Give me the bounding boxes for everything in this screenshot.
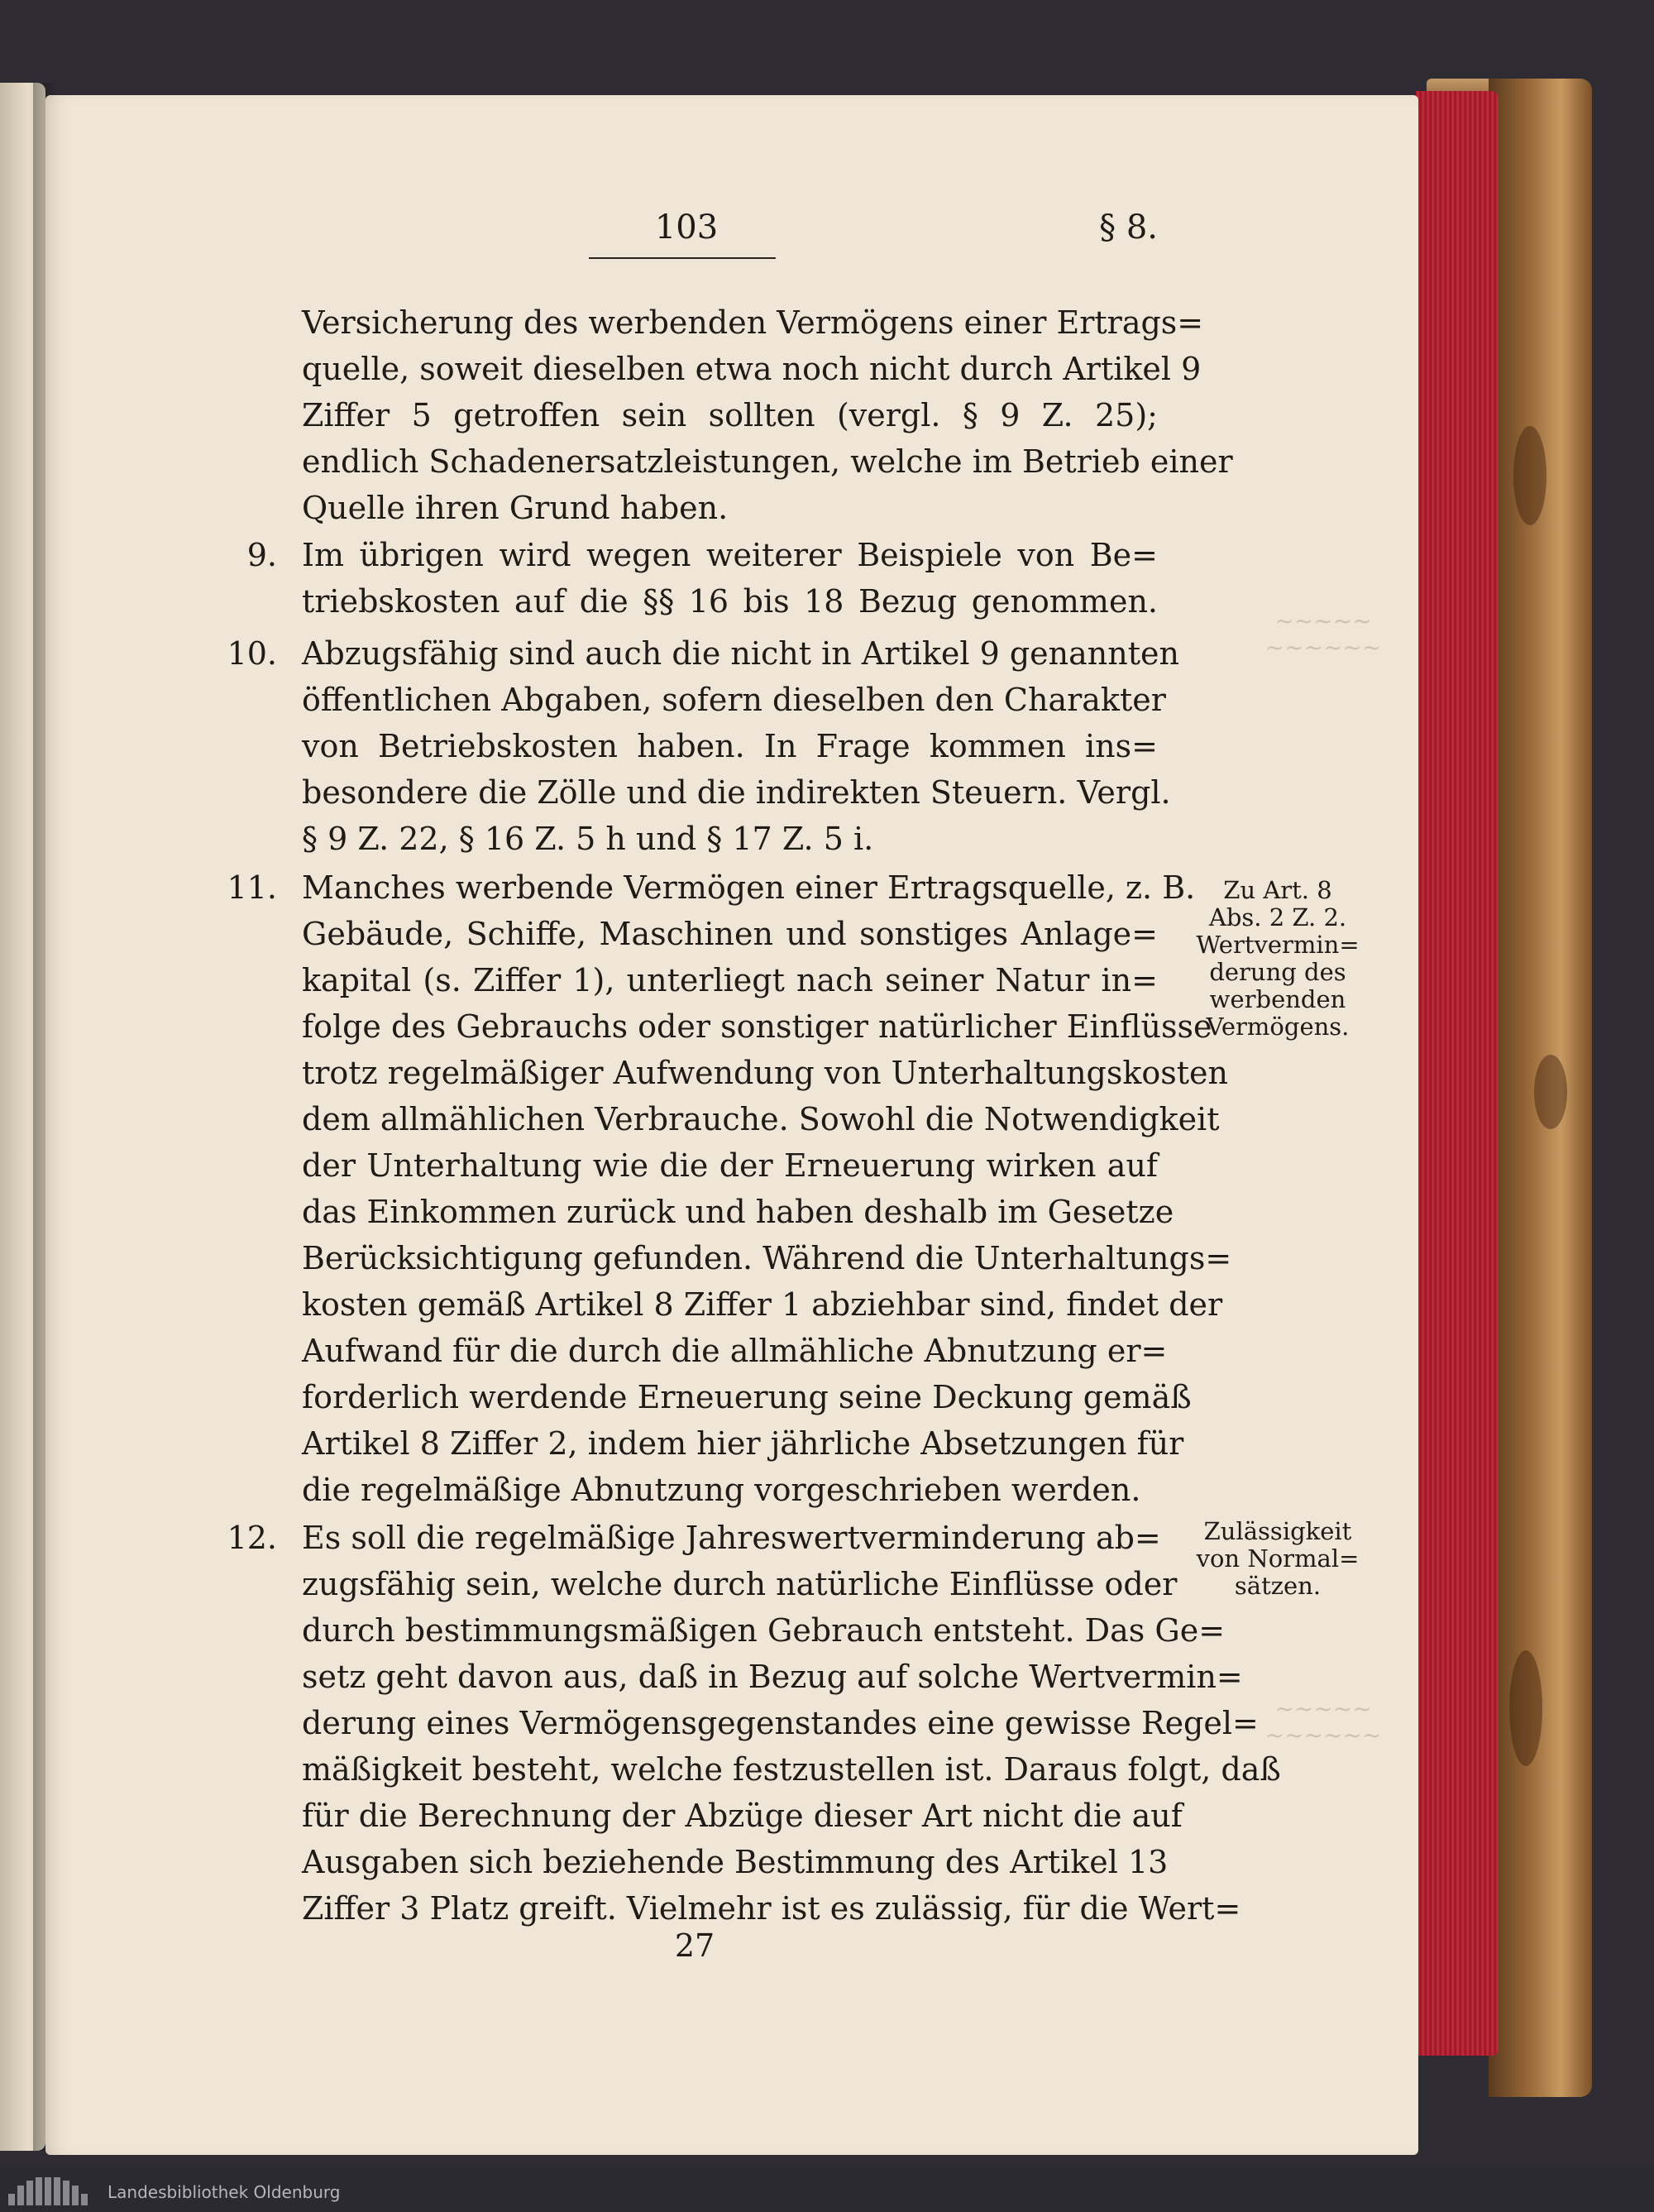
margin-note-line: Zu Art. 8 [1223, 876, 1332, 904]
cover-wear-mark [1509, 1650, 1542, 1766]
margin-note-wertverminderung [1178, 877, 1377, 1041]
page-number: 103 [654, 208, 719, 247]
text-line: Manches werbende Vermögen einer Ertragsquelle, z. B. [302, 869, 1196, 906]
section-header: § 8. [1099, 208, 1158, 247]
text-line: Berücksichtigung gefunden. Während die Unterhaltungs= [302, 1240, 1232, 1276]
text-line: mäßigkeit besteht, welche festzustellen ist. Daraus folgt, daß [302, 1751, 1281, 1788]
text-line: öffentlichen Abgaben, sofern dieselben den Charakter [302, 682, 1166, 718]
text-line: Ausgaben sich beziehende Bestimmung des Artikel 13 [302, 1844, 1169, 1880]
margin-note-line: Abs. 2 Z. 2. [1208, 903, 1347, 931]
margin-note-line: von Normal= [1196, 1544, 1360, 1573]
cover-wear-mark [1513, 426, 1546, 525]
text-line: von Betriebskosten haben. In Frage kommen ins= [302, 728, 1158, 764]
text-line: besondere die Zölle und die indirekten Steuern. Vergl. [302, 774, 1171, 811]
text-line: Gebäude, Schiffe, Maschinen und sonstiges Anlage= [302, 916, 1158, 952]
show-through-text: ~~~~~ ~~~~~~ [1264, 1695, 1382, 1749]
text-line: Es soll die regelmäßige Jahreswertverminderung ab= [302, 1520, 1161, 1556]
text-line: kosten gemäß Artikel 8 Ziffer 1 abziehbar sind, findet der [302, 1286, 1223, 1323]
item-number: 9. [246, 537, 277, 573]
text-line: Quelle ihren Grund haben. [302, 490, 729, 526]
item-number: 12. [227, 1520, 277, 1556]
text-line: das Einkommen zurück und haben deshalb im Gesetze [302, 1194, 1174, 1230]
text-line: triebskosten auf die §§ 16 bis 18 Bezug genommen. [302, 583, 1158, 620]
text-line: dem allmählichen Verbrauche. Sowohl die Notwendigkeit [302, 1101, 1220, 1137]
printer-signature: 27 [674, 1927, 715, 1964]
margin-note-line: Wertvermin= [1196, 931, 1360, 959]
text-line: quelle, soweit dieselben etwa noch nicht durch Artikel 9 [302, 351, 1202, 387]
margin-note-line: werbenden [1209, 985, 1346, 1013]
text-line: die regelmäßige Abnutzung vorgeschrieben werden. [302, 1472, 1141, 1508]
text-line: Abzugsfähig sind auch die nicht in Artikel 9 genannten [302, 635, 1179, 672]
text-line: Ziffer 3 Platz greift. Vielmehr ist es zulässig, für die Wert= [302, 1890, 1241, 1927]
item-number: 10. [227, 635, 277, 672]
book-cover-edge [1489, 79, 1592, 2097]
text-line: endlich Schadenersatzleistungen, welche im Betrieb einer [302, 443, 1233, 480]
library-credit: Landesbibliothek Oldenburg [108, 2182, 341, 2202]
text-line: Im übrigen wird wegen weiterer Beispiele von Be= [302, 537, 1158, 573]
text-line: folge des Gebrauchs oder sonstiger natürlicher Einflüsse [302, 1008, 1212, 1045]
item-number: 11. [227, 869, 277, 906]
margin-note-line: Vermögens. [1206, 1013, 1350, 1041]
margin-note-line: derung des [1209, 958, 1346, 986]
header-rule [589, 257, 776, 259]
text-line: durch bestimmungsmäßigen Gebrauch entsteht. Das Ge= [302, 1612, 1226, 1649]
text-line: für die Berechnung der Abzüge dieser Art nicht die auf [302, 1798, 1183, 1834]
cover-wear-mark [1534, 1055, 1567, 1129]
text-line: trotz regelmäßiger Aufwendung von Unterhaltungskosten [302, 1055, 1229, 1091]
text-line: zugsfähig sein, welche durch natürliche Einflüsse oder [302, 1566, 1178, 1602]
page-block-red-edge [1416, 91, 1499, 2056]
margin-note-line: sätzen. [1234, 1572, 1322, 1600]
text-line: Artikel 8 Ziffer 2, indem hier jährliche Absetzungen für [302, 1425, 1184, 1462]
library-building-icon [8, 2176, 94, 2205]
text-line: Versicherung des werbenden Vermögens einer Ertrags= [302, 304, 1204, 341]
text-line: forderlich werdende Erneuerung seine Deckung gemäß [302, 1379, 1192, 1415]
margin-note-line: Zulässigkeit [1203, 1517, 1352, 1545]
text-line: § 9 Z. 22, § 16 Z. 5 h und § 17 Z. 5 i. [302, 821, 874, 857]
show-through-text: ~~~~~ ~~~~~~ [1264, 607, 1382, 661]
margin-note-normalsaetze [1178, 1518, 1377, 1600]
text-line: Ziffer 5 getroffen sein sollten (vergl. § 9 Z. 25); [302, 397, 1158, 433]
text-line: setz geht davon aus, daß in Bezug auf solche Wertvermin= [302, 1659, 1243, 1695]
text-line: derung eines Vermögensgegenstandes eine gewisse Regel= [302, 1705, 1259, 1741]
text-line: kapital (s. Ziffer 1), unterliegt nach seiner Natur in= [302, 962, 1158, 998]
text-line: der Unterhaltung wie die der Erneuerung wirken auf [302, 1147, 1158, 1184]
text-line: Aufwand für die durch die allmähliche Abnutzung er= [302, 1333, 1168, 1369]
